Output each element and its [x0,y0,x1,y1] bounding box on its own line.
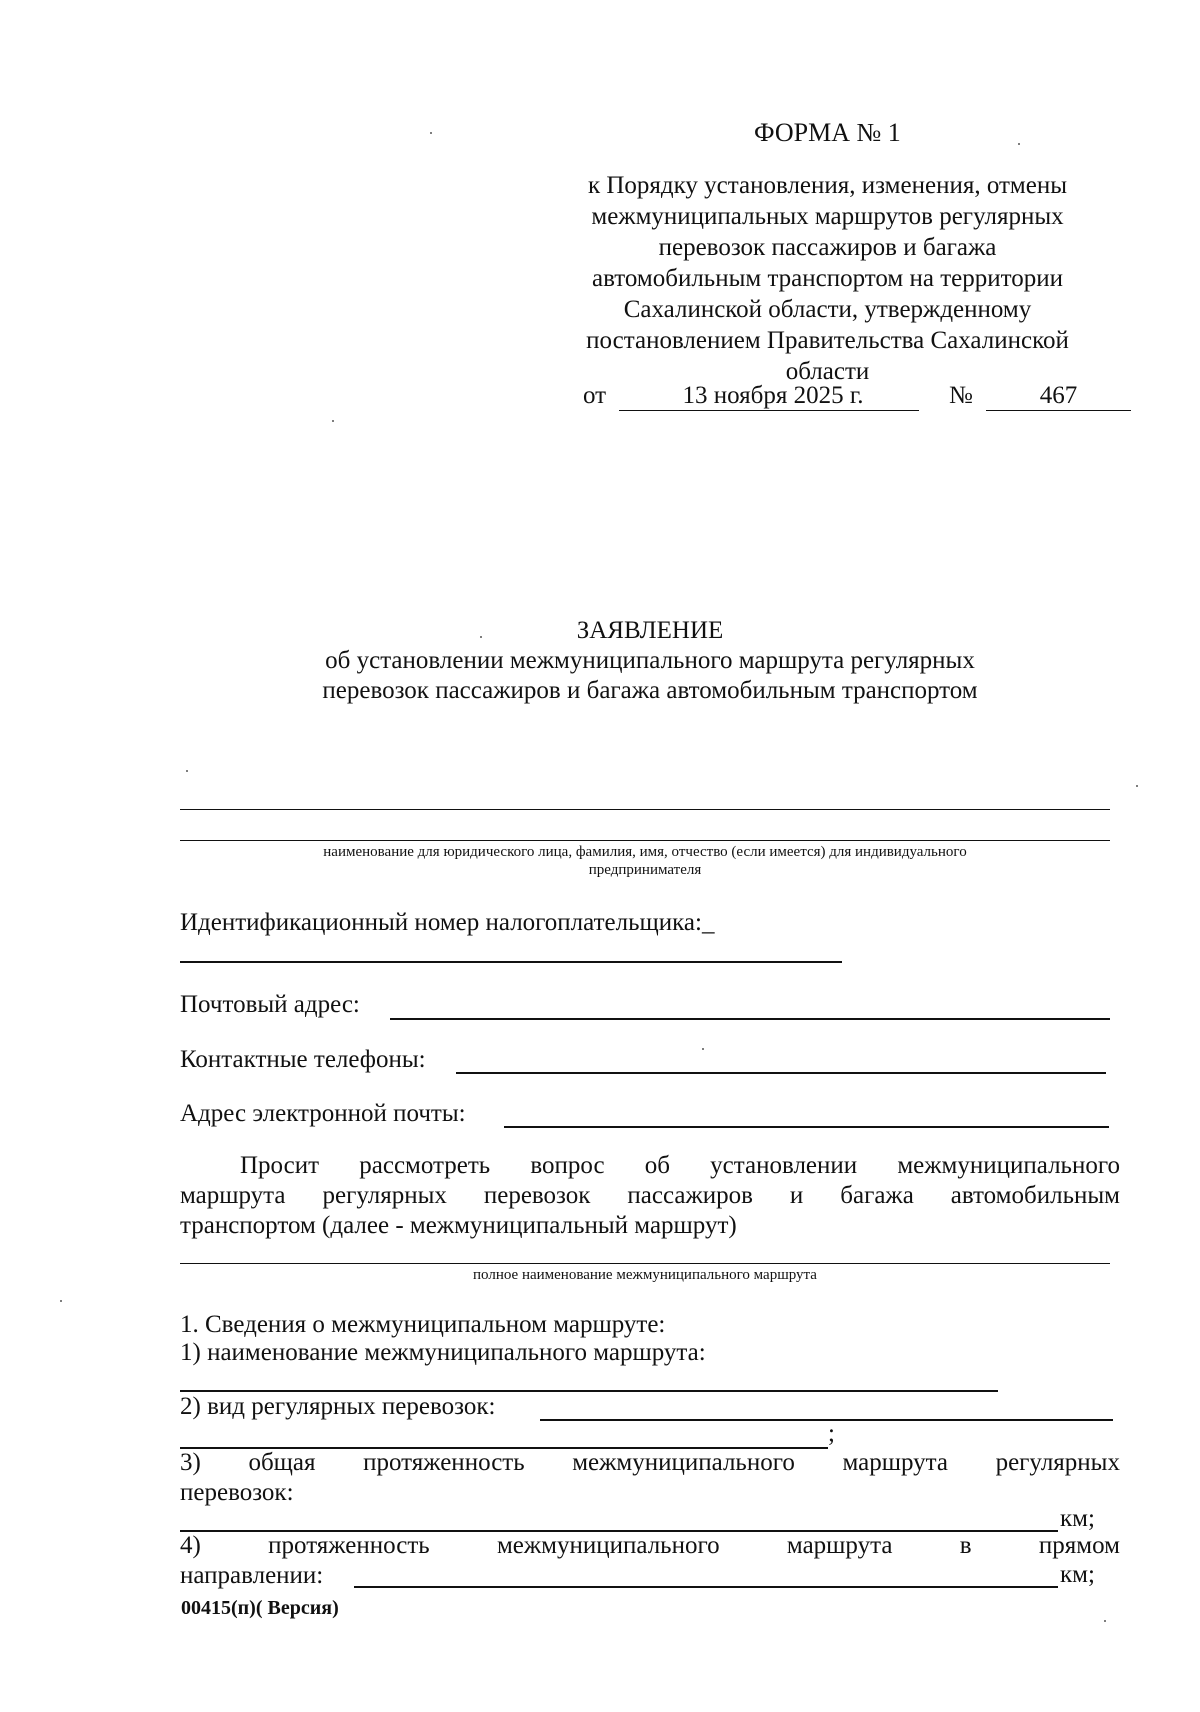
inn-label: Идентификационный номер налогоплательщика:_ [180,909,715,936]
title-line: перевозок пассажиров и багажа автомобильным транспортом [322,677,978,704]
transport-type-field[interactable] [540,1419,1113,1421]
applicant-caption [180,843,1110,879]
item-line: 3) общая протяженность межмуниципального маршрута регулярных [180,1449,1120,1476]
decree-number: 467 [986,382,1131,411]
request-line: маршрута регулярных перевозок пассажиров и багажа автомобильным [180,1182,1120,1209]
scan-speck [430,132,432,134]
route-name-caption: полное наименование межмуниципального маршрута [473,1267,817,1283]
reference-line: межмуниципальных маршрутов регулярных [591,203,1064,230]
scan-speck [702,1048,704,1050]
caption-line: предпринимателя [588,862,702,878]
reference-line: к Порядку установления, изменения, отмены [587,172,1068,199]
applicant-name-line[interactable] [180,809,1110,810]
form-reference-block [540,170,1115,387]
scan-speck [1018,143,1020,145]
reference-line: области [785,358,870,385]
transport-type-end: ; [828,1420,835,1447]
reference-line: автомобильным транспортом на территории [592,265,1063,292]
date-label: от [583,382,607,409]
scan-speck [1136,785,1138,787]
scan-speck [332,420,334,422]
item-line: 4) протяженность межмуниципального маршрута в прямом [180,1532,1120,1559]
total-length-unit: км; [1060,1505,1095,1532]
request-line: транспортом (далее - межмуниципальный маршрут) [180,1212,737,1239]
reference-line: постановлением Правительства Сахалинской [586,327,1069,354]
scan-speck [1104,1620,1106,1622]
postal-address-field[interactable] [390,1018,1110,1020]
inn-field[interactable] [180,961,842,963]
route-full-name-field[interactable] [180,1263,1110,1264]
request-line: Просит рассмотреть вопрос об установлении межмуниципального [240,1152,1120,1179]
scan-speck [480,636,482,638]
forward-length-unit: км; [1060,1561,1095,1588]
title-heading: ЗАЯВЛЕНИЕ [576,617,724,644]
decree-date: 13 ноября 2025 г. [619,382,919,411]
forward-length-field[interactable] [354,1586,1058,1588]
form-number-title: ФОРМА № 1 [754,118,901,147]
postal-address-label: Почтовый адрес: [180,991,360,1018]
section-title: 1. Сведения о межмуниципальном маршруте: [180,1311,666,1338]
item-route-name-label: 1) наименование межмуниципального маршрута: [180,1339,706,1366]
email-label: Адрес электронной почты: [180,1100,466,1127]
item-total-length: 3) общая протяженность межмуниципального маршрута регулярных перевозок: [180,1449,1120,1506]
item-forward-length: 4) протяженность межмуниципального маршрута в прямом направлении: [180,1532,1120,1589]
item-transport-type-label: 2) вид регулярных перевозок: [180,1393,496,1420]
phones-label: Контактные телефоны: [180,1046,426,1073]
caption-line: наименование для юридического лица, фамилия, имя, отчество (если имеется) для индивидуального [323,844,967,860]
document-title [180,616,1120,706]
reference-line: перевозок пассажиров и багажа [658,234,997,261]
title-line: об установлении межмуниципального маршрута регулярных [325,647,975,674]
scan-speck [60,1300,62,1302]
decree-date-row [583,382,1133,418]
email-field[interactable] [504,1126,1109,1128]
number-label: № [949,382,973,409]
request-paragraph [180,1151,1120,1241]
reference-line: Сахалинской области, утвержденному [623,296,1032,323]
applicant-name-line[interactable] [180,840,1110,841]
document-code: 00415(п)( Версия) [181,1597,339,1619]
phones-field[interactable] [456,1072,1106,1074]
scan-speck [186,770,188,772]
